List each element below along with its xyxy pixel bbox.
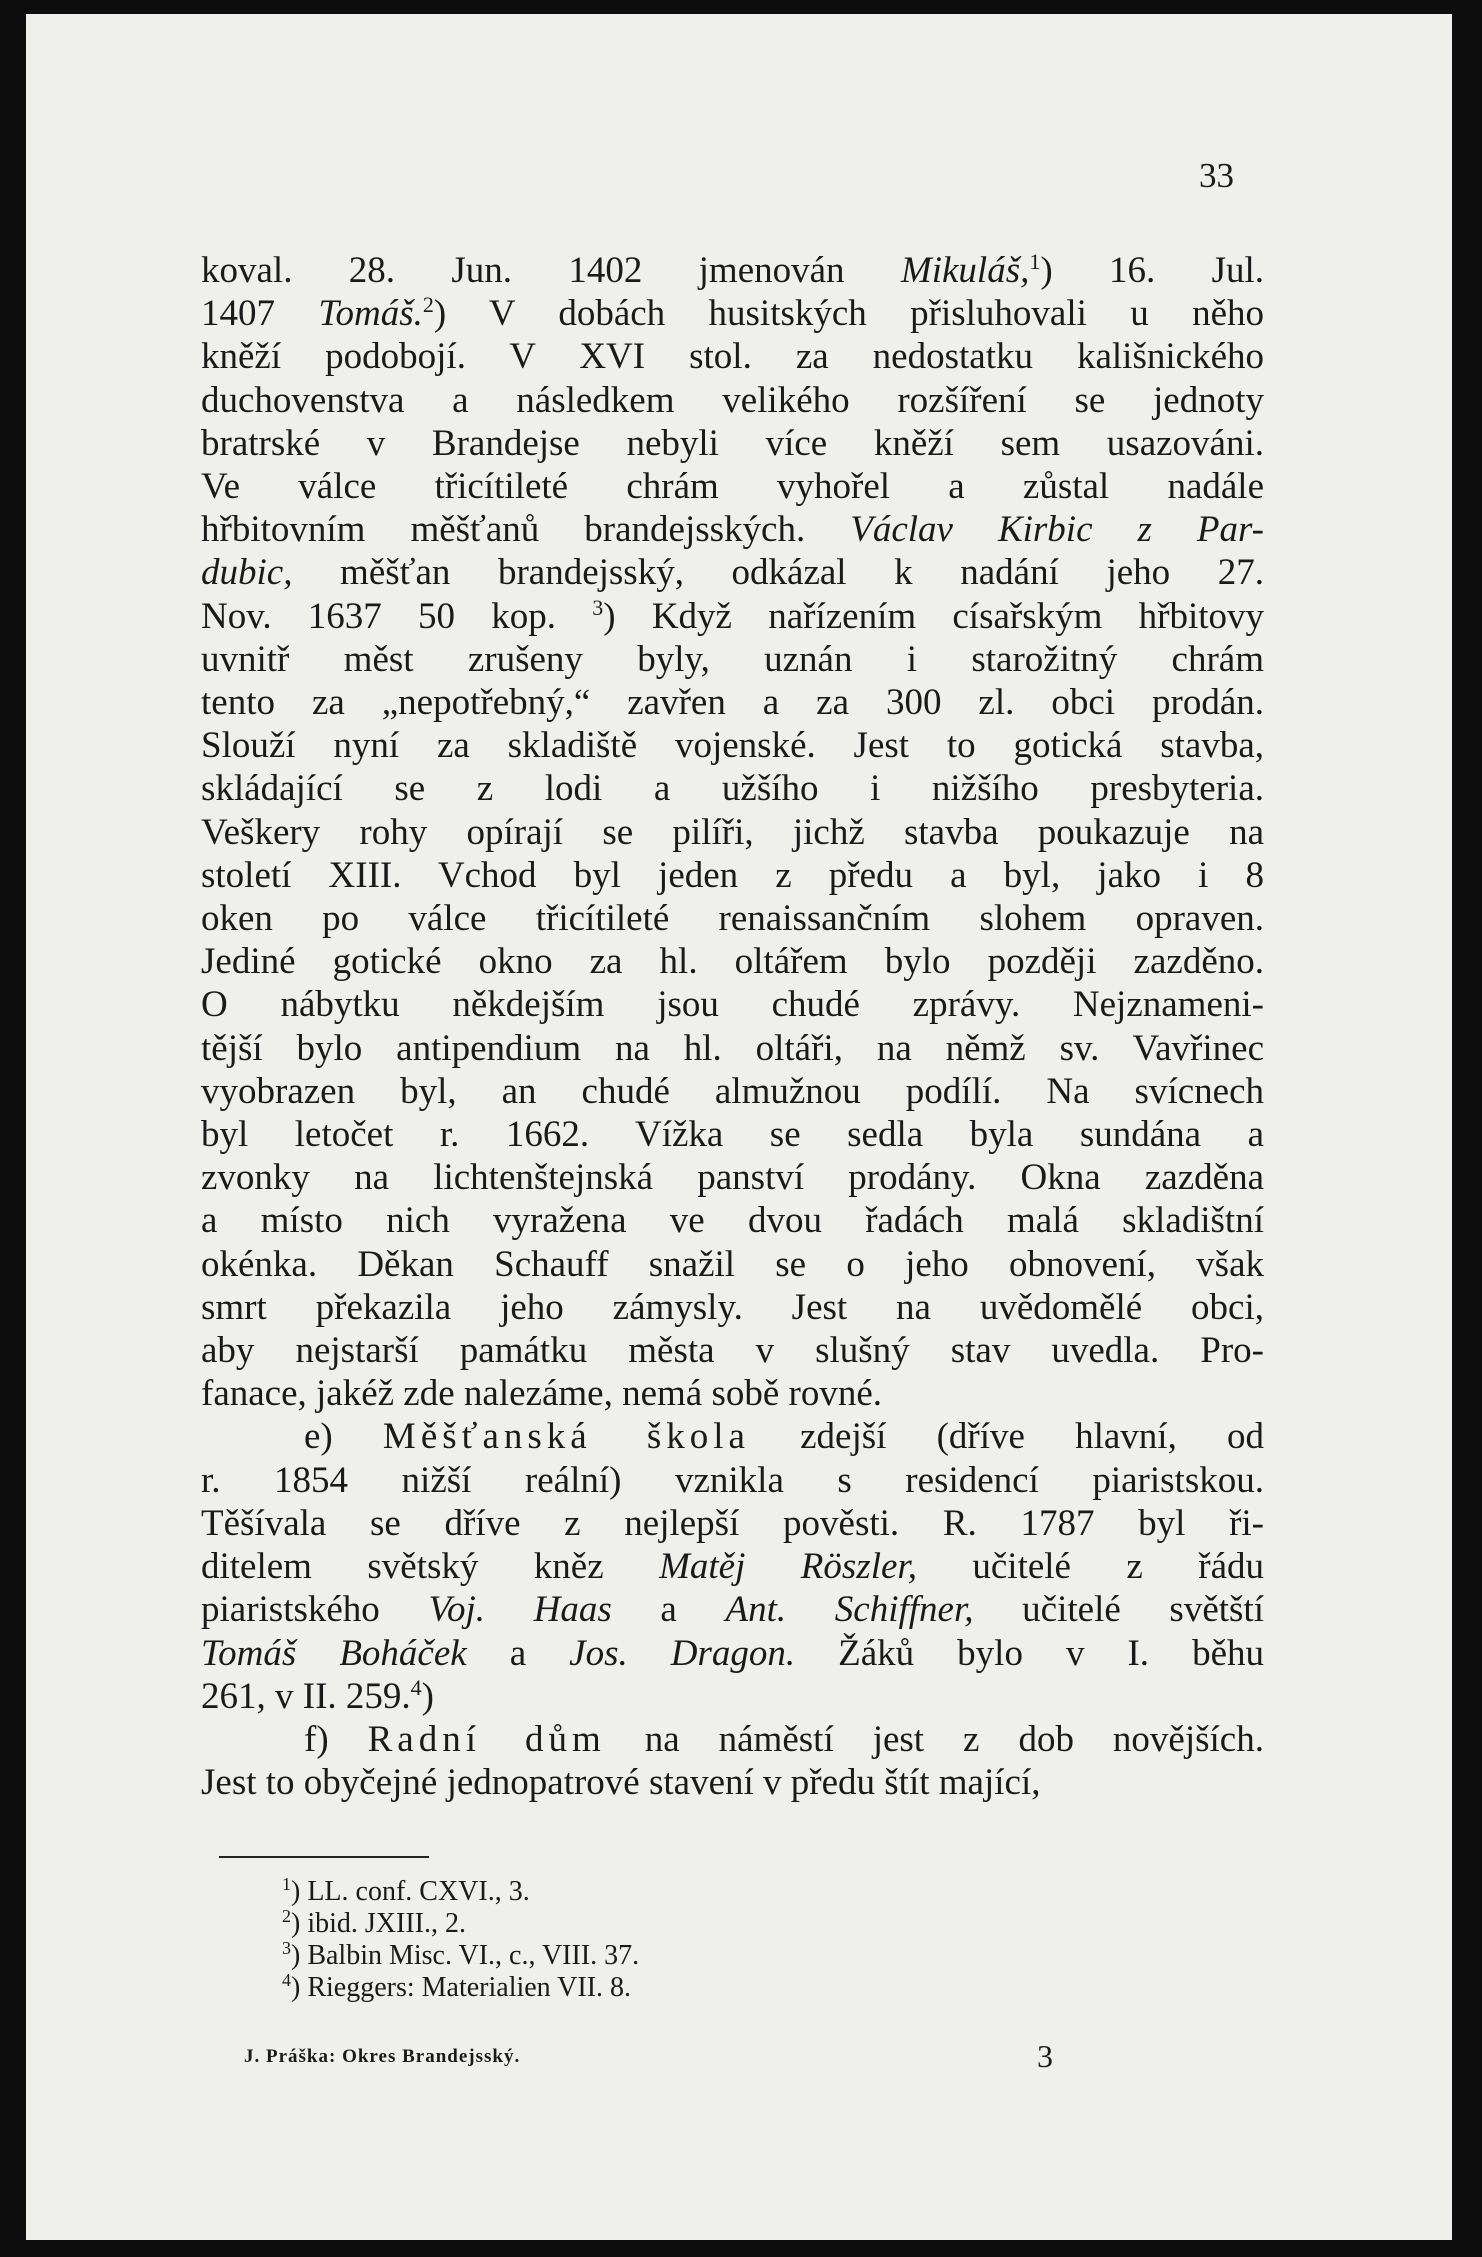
footnote-divider (219, 1856, 429, 1858)
text-line (201, 249, 1264, 292)
printer-signature: J. Práška: Okres Brandejsský. (244, 2046, 521, 2067)
italic-name: dubic, (201, 552, 293, 594)
text-segment: ) Když nařízením císařským hřbitovy (603, 595, 1264, 637)
text-segment: okénka. Děkan Schauff snažil se o jeho obnovení, však (201, 1243, 1264, 1285)
italic-name: Tomáš Boháček (201, 1632, 467, 1674)
text-segment: Slouží nyní za skladiště vojenské. Jest to gotická stavba, (201, 725, 1264, 767)
footnote-ref: 3 (592, 594, 604, 620)
text-segment: O nábytku někdejším jsou chudé zprávy. Nejznameni- (201, 984, 1264, 1026)
text-line (201, 1372, 1264, 1415)
footnotes (282, 1876, 639, 2004)
text-segment: 261, v II. 259. (201, 1675, 411, 1717)
text-segment: Nov. 1637 50 kop. (201, 595, 593, 637)
text-line (201, 1286, 1264, 1329)
text-segment: Jediné gotické okno za hl. oltářem bylo později zazděno. (201, 941, 1264, 983)
text-line (201, 551, 1264, 594)
footnote-mark: 2 (282, 1906, 291, 1926)
text-segment: a (466, 1632, 570, 1674)
text-line (201, 1718, 1264, 1761)
text-segment: Žáků bylo v I. běhu (795, 1632, 1264, 1674)
text-segment: 1407 (201, 293, 319, 335)
footnote-item (282, 1876, 639, 1908)
text-line (201, 854, 1264, 897)
text-line (201, 1243, 1264, 1286)
italic-name: Mikuláš, (900, 250, 1030, 291)
text-segment: učitelé světští (973, 1589, 1264, 1631)
text-segment: ditelem světský kněz (201, 1546, 660, 1588)
text-line (201, 595, 1264, 638)
text-line (201, 811, 1264, 854)
text-line (201, 1027, 1264, 1070)
spaced-heading: Měšťanská škola (382, 1416, 750, 1458)
text-segment: smrt překazila jeho zámysly. Jest na uvědomělé obci, (201, 1286, 1264, 1328)
text-line (201, 1070, 1264, 1113)
text-segment: Těšívala se dříve z nejlepší pověsti. R. 1787 byl ři- (201, 1502, 1264, 1544)
text-segment: aby nejstarší památku města v slušný stav uvedla. Pro- (201, 1330, 1264, 1372)
text-line (201, 1459, 1264, 1502)
text-line (201, 422, 1264, 465)
footnote-ref: 4 (410, 1674, 422, 1700)
footnote-mark: 4 (282, 1970, 291, 1990)
text-line (201, 1113, 1264, 1156)
text-line (201, 638, 1264, 681)
text-line (201, 465, 1264, 508)
text-line (201, 940, 1264, 983)
text-segment: vyobrazen byl, an chudé almužnou podílí. Na svícnech (201, 1070, 1264, 1112)
footnote-item (282, 1940, 639, 1972)
text-segment: fanace, jakéž zde nalezáme, nemá sobě rovné. (201, 1373, 883, 1415)
text-segment: e) (304, 1416, 383, 1458)
italic-name: Ant. Schiffner, (725, 1589, 974, 1631)
text-segment: a místo nich vyražena ve dvou řadách malá skladištní (201, 1200, 1264, 1242)
text-segment: Ve válce třicítileté chrám vyhořel a zůstal nadále (201, 466, 1264, 508)
text-segment: r. 1854 nižší reální) vznikla s residencí piaristskou. (201, 1459, 1264, 1501)
italic-name: Jos. Dragon. (569, 1632, 796, 1674)
spaced-heading: Radní dům (367, 1718, 606, 1760)
text-line (201, 379, 1264, 422)
text-line (201, 1761, 1264, 1804)
text-segment: zvonky na lichtenštejnská panství prodány. Okna zazděna (201, 1157, 1264, 1199)
text-segment: Jest to obyčejné jednopatrové stavení v předu štít mající, (201, 1762, 1041, 1804)
text-line (201, 508, 1264, 551)
text-segment: zdejší (dříve hlavní, od (749, 1416, 1265, 1458)
text-segment: oken po válce třicítileté renaissančním slohem opraven. (201, 898, 1264, 940)
text-segment: f) (304, 1718, 368, 1760)
footnote-item (282, 1972, 639, 2004)
footnote-text: ) Rieggers: Materialien VII. 8. (291, 1972, 632, 2003)
italic-name: Voj. Haas (428, 1589, 612, 1631)
italic-name: Tomáš. (318, 293, 423, 335)
text-segment: století XIII. Vchod byl jeden z předu a byl, jako i 8 (201, 854, 1264, 896)
italic-name: Václav Kirbic z Par- (850, 509, 1264, 551)
text-line (201, 983, 1264, 1026)
text-line (201, 1415, 1264, 1458)
footnote-ref: 2 (422, 292, 434, 318)
italic-name: Matěj Röszler, (659, 1546, 917, 1588)
footnote-ref: 1 (1029, 249, 1041, 274)
text-line (201, 767, 1264, 810)
text-segment: piaristského (201, 1589, 429, 1631)
text-segment: Veškery rohy opírají se pilíři, jichž stavba poukazuje na (201, 811, 1264, 853)
page-footer (244, 2038, 1066, 2078)
text-line (201, 1199, 1264, 1242)
text-segment: hřbitovním měšťanů brandejsských. (201, 509, 851, 551)
footnote-mark: 1 (282, 1874, 291, 1894)
text-line (201, 1632, 1264, 1675)
page-sheet (26, 14, 1452, 2240)
text-segment: a (611, 1589, 726, 1631)
text-line (201, 1156, 1264, 1199)
footnote-item (282, 1908, 639, 1940)
body-text (201, 249, 1264, 1804)
text-line (201, 1329, 1264, 1372)
footnote-text: ) LL. conf. CXVI., 3. (291, 1876, 530, 1907)
text-line (201, 897, 1264, 940)
text-line (201, 335, 1264, 378)
text-line (201, 1545, 1264, 1588)
text-segment: tento za „nepotřebný,“ zavřen a za 300 zl. obci prodán. (201, 682, 1264, 724)
text-segment: byl letočet r. 1662. Vížka se sedla byla sundána a (201, 1114, 1264, 1156)
text-line (201, 292, 1264, 335)
text-segment: uvnitř měst zrušeny byly, uznán i starožitný chrám (201, 638, 1264, 680)
text-segment: ) V dobách husitských přisluhovali u něho (433, 293, 1265, 335)
text-segment: ) (421, 1675, 434, 1717)
text-segment: tější bylo antipendium na hl. oltáři, na němž sv. Vavřinec (201, 1027, 1264, 1069)
text-line (201, 1588, 1264, 1631)
text-segment: kněží podobojí. V XVI stol. za nedostatku kališnického (201, 336, 1264, 378)
footnote-mark: 3 (282, 1938, 291, 1958)
text-segment: koval. 28. Jun. 1402 jmenován (201, 250, 901, 291)
text-segment: ) 16. Jul. (1040, 250, 1264, 291)
text-line (201, 724, 1264, 767)
footnote-text: ) ibid. JXIII., 2. (291, 1908, 466, 1939)
signature-mark: 3 (1037, 2038, 1053, 2074)
text-line (201, 1502, 1264, 1545)
text-segment: na náměstí jest z dob novějších. (605, 1718, 1264, 1760)
text-segment: duchovenstva a následkem velikého rozšíření se jednoty (201, 379, 1264, 421)
text-segment: skládající se z lodi a užšího i nižšího presbyteria. (201, 768, 1264, 810)
page-number: 33 (1199, 156, 1234, 195)
text-segment: učitelé z řádu (916, 1546, 1264, 1588)
text-segment: měšťan brandejsský, odkázal k nadání jeho 27. (292, 552, 1264, 594)
text-segment: bratrské v Brandejse nebyli více kněží sem usazováni. (201, 422, 1264, 464)
footnote-text: ) Balbin Misc. VI., c., VIII. 37. (291, 1940, 640, 1971)
text-line (201, 1675, 1264, 1718)
text-line (201, 681, 1264, 724)
